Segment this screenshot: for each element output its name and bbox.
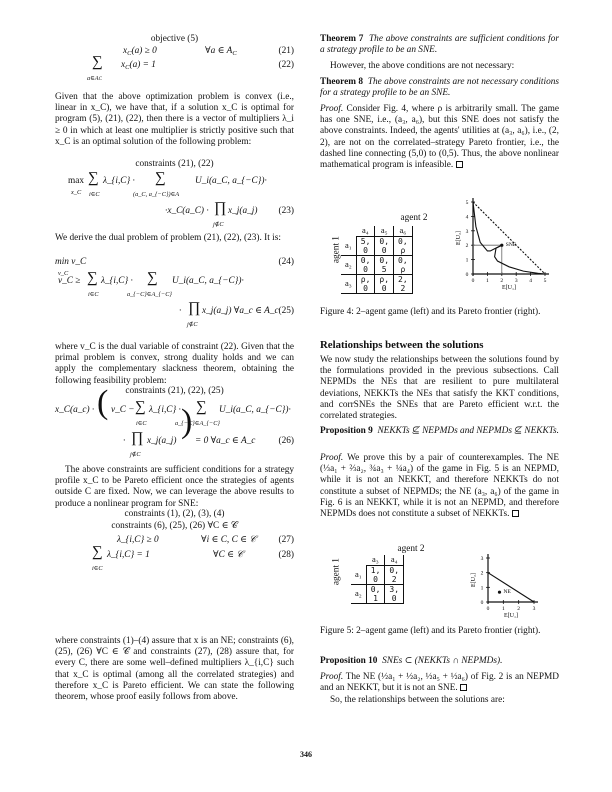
x-tick-label: 0 bbox=[471, 278, 475, 284]
payoff-cell: 0, 0 bbox=[356, 255, 375, 274]
row-action: a₁ bbox=[341, 236, 356, 255]
eq28-condition: ∀C ∈ 𝒞 bbox=[213, 550, 244, 560]
figure-5-pareto-chart bbox=[470, 552, 560, 622]
sum-symbol: ∑ bbox=[92, 544, 103, 560]
row-action: a₂ bbox=[351, 584, 366, 603]
objective-line: objective (5) bbox=[150, 34, 199, 44]
x-tick-label: 1 bbox=[486, 278, 489, 284]
product-symbol: ∏ bbox=[188, 300, 201, 316]
proof-proposition-9 bbox=[320, 453, 559, 520]
sum-symbol: ∑ bbox=[147, 270, 158, 286]
eq28-number: (28) bbox=[278, 550, 294, 560]
payoff-cell: ρ, 0 bbox=[356, 274, 375, 293]
proposition-9 bbox=[320, 426, 559, 437]
eq23-body: ·x_C(a_C) · bbox=[165, 206, 209, 216]
closing-line: So, the relationships between the solutions are: bbox=[330, 695, 505, 705]
eq25-lambda: λ_{i,C} · bbox=[101, 276, 133, 286]
col-action: a₅ bbox=[375, 226, 394, 236]
y-tick-label: 0 bbox=[465, 272, 469, 278]
payoff-cell: 0, ρ bbox=[394, 255, 413, 274]
eq23-max-under: x_C bbox=[71, 189, 82, 196]
eq26-lhs: x_C(a_c) · bbox=[55, 405, 95, 415]
x-tick-label: 0 bbox=[486, 606, 490, 612]
figure-4-caption: Figure 4: 2–agent game (left) and its Pareto frontier (right). bbox=[320, 307, 541, 317]
eq26-inner: v_C − bbox=[111, 405, 135, 415]
eq26-sum2-under: a_{−C}∈A_{−C} bbox=[175, 420, 220, 427]
proposition-9-label: Proposition 9 bbox=[320, 426, 373, 436]
payoff-cell: ρ, 0 bbox=[375, 274, 394, 293]
eq23-utility: U_i(a_C, a_{−C})· bbox=[195, 176, 267, 186]
proposition-10 bbox=[320, 656, 559, 667]
sum-symbol: ∑ bbox=[155, 170, 166, 186]
row-action: a₁ bbox=[351, 565, 366, 584]
col-action: a₃ bbox=[366, 555, 385, 565]
x-tick-label: 3 bbox=[514, 278, 518, 284]
payoff-cell: 0, 2 bbox=[385, 565, 404, 584]
y-tick-label: 0 bbox=[480, 600, 484, 606]
y-tick-label: 3 bbox=[465, 228, 469, 235]
eq22-sum-under-text: a∈A bbox=[87, 75, 99, 82]
point-annotation: NE bbox=[503, 589, 511, 596]
y-axis-label: E[U₂] bbox=[471, 572, 477, 588]
eq21-lhs: x bbox=[123, 46, 128, 56]
eq24-min-under: v_C bbox=[58, 270, 69, 277]
x-tick-label: 3 bbox=[532, 606, 536, 612]
x-tick-label: 4 bbox=[529, 278, 532, 284]
equation-27 bbox=[55, 535, 294, 549]
eq22-sum-under bbox=[87, 73, 102, 85]
col-action: a₄ bbox=[385, 555, 404, 565]
y-tick-label: 2 bbox=[465, 243, 469, 250]
point-marker bbox=[500, 244, 503, 247]
proof-label: Proof. bbox=[320, 453, 344, 463]
however-line: However, the above conditions are not necessary: bbox=[330, 61, 515, 71]
eq26-body: · bbox=[123, 436, 126, 446]
eq25-number: (25) bbox=[278, 306, 294, 316]
eq23-prod-under: j∉C bbox=[213, 221, 224, 228]
series-line bbox=[473, 202, 545, 274]
figure-4-pareto-chart bbox=[455, 190, 559, 300]
eq23-max: max bbox=[68, 176, 85, 186]
left-paren: ( bbox=[97, 384, 109, 421]
proof-8-text: Consider Fig. 4, where ρ is arbitrarily small. The game has one SNE, i.e., (a₃, a₆), but this SNE does not satisfy the above constraints. Indeed, the agents' utilities at (a₃, a₆), i.e., (2, 2), are not on the correlated–strategy Pareto frontier, i.e., the dashed line connecting (5,0) to (0,5). Thus, the above nonlinear mathematical program is infeasible. bbox=[320, 104, 559, 171]
sum-symbol: ∑ bbox=[92, 54, 103, 70]
sum-symbol: ∑ bbox=[196, 399, 207, 415]
eq25-sum1-under: i∈C bbox=[88, 291, 99, 298]
proof-label: Proof. bbox=[320, 104, 344, 114]
eq22-number: (22) bbox=[278, 60, 294, 70]
sum-symbol: ∑ bbox=[88, 170, 99, 186]
y-tick-label: 2 bbox=[480, 570, 484, 577]
proof-10-text: The NE (½a₁ + ½a₂, ½a₅ + ½a₆) of Fig. 2 is an NEPMD and an NEKKT, but it is not an SNE. bbox=[320, 672, 559, 694]
point-annotation: SNE bbox=[505, 242, 517, 249]
eq27-lhs: λ_{i,C} ≥ 0 bbox=[117, 535, 159, 545]
product-symbol: ∏ bbox=[131, 430, 144, 446]
payoff-cell: 0, 0 bbox=[375, 236, 394, 255]
proof-proposition-10 bbox=[320, 672, 559, 694]
y-tick-label: 1 bbox=[480, 585, 484, 592]
eq27-condition: ∀i ∈ C, C ∈ 𝒞 bbox=[201, 535, 257, 545]
eq26-utility: U_i(a_C, a_{−C})· bbox=[219, 405, 291, 415]
fig4-row-player-label: agent 1 bbox=[331, 236, 342, 264]
eq21-cond-sub: C bbox=[232, 50, 237, 57]
theorem-8 bbox=[320, 77, 559, 99]
payoff-cell: 1, 0 bbox=[366, 565, 385, 584]
y-axis-label: E[U₂] bbox=[456, 230, 462, 246]
eq22-body-sub: C bbox=[125, 64, 130, 71]
theorem-7-label: Theorem 7 bbox=[320, 34, 364, 44]
proposition-10-text: SNEs ⊂ (NEKKTs ∩ NEPMDs). bbox=[382, 656, 503, 666]
paragraph-sufficient-conditions: The above constraints are sufficient conditions for a strategy profile x_C to be Pareto efficient once the strategies of agents outside C are fixed. Now, we can leverage the above results to produce a nonlinear program for SNE: bbox=[55, 465, 294, 509]
page-number: 346 bbox=[300, 750, 312, 759]
constraints-1-4: constraints (1), (2), (3), (4) bbox=[124, 509, 225, 519]
y-tick-label: 4 bbox=[465, 214, 469, 221]
qed-symbol bbox=[512, 510, 519, 517]
equation-25-line2 bbox=[55, 300, 294, 332]
payoff-cell: 3, 0 bbox=[385, 584, 404, 603]
eq21-number: (21) bbox=[278, 46, 294, 56]
theorem-8-text: The above constraints are not necessary conditions for a strategy profile to be an SNE. bbox=[320, 77, 559, 99]
payoff-cell: 0, 1 bbox=[366, 584, 385, 603]
eq24-number: (24) bbox=[278, 257, 294, 267]
proposition-10-label: Proposition 10 bbox=[320, 656, 378, 666]
paragraph-relationships: We now study the relationships between the solutions found by the formulations provided in the previous subsections. Call NEPMDs the NEs that are resilient to pure multilateral deviations, NEKKTs the NEs that satisfy the KKT conditions, and corrSNEs the SNEs that are Pareto efficient w.r.t. the correlated strategies. bbox=[320, 355, 559, 422]
proof-label: Proof. bbox=[320, 672, 344, 682]
proof-9-text: We prove this by a pair of counterexamples. The NE (⅓a₁ + ⅔a₂, ¾a₃ + ¼a₄) of the game in Fig. 5 is an NEPMD, while it is not an NEKKT, and therefore NEKKTs do not constitute a subset of NEPMDs; the NE (a₃, a₆) of the game in Fig. 6 is an NEKKT, while it is not an NEPMD, and therefore NEPMDs does not constitute a subset of NEKKTs. bbox=[320, 453, 559, 520]
col-action: a₄ bbox=[356, 226, 375, 236]
equation-22 bbox=[55, 54, 294, 84]
fig4-col-player-label: agent 2 bbox=[400, 213, 428, 223]
eq23-lambda: λ_{i,C} · bbox=[103, 176, 135, 186]
eq26-prod-under: j∉C bbox=[130, 451, 141, 458]
paragraph-nonlinear-program-explanation: where constraints (1)–(4) assure that x is an NE; constraints (6), (25), (26) ∀C ∈ 𝒞 and constraints (27), (28) assure that, for every C, there are some well–defined multipliers λ_{i,C} such that x_C is optimal (among all the correlated strategies) and therefore x_C is Pareto efficient. We can state the following theorem, whose proof easily follows from above. bbox=[55, 636, 294, 703]
theorem-7 bbox=[320, 34, 559, 56]
paragraph-dual: We derive the dual problem of problem (21), (22), (23). It is: bbox=[55, 233, 281, 243]
series-line bbox=[488, 573, 534, 602]
eq27-number: (27) bbox=[278, 535, 294, 545]
series-line bbox=[473, 202, 502, 251]
eq26-number: (26) bbox=[278, 436, 294, 446]
x-tick-label: 2 bbox=[517, 606, 521, 612]
x-tick-label: 1 bbox=[501, 606, 505, 612]
eq24-min: min v_C bbox=[55, 257, 87, 267]
eq26-lambda: λ_{i,C} · bbox=[149, 405, 181, 415]
eq22-body: x bbox=[121, 60, 126, 70]
eq21-lhs-tail: (a) ≥ 0 bbox=[131, 46, 157, 56]
paragraph-convexity: Given that the above optimization problem is convex (i.e., linear in x_C), we have that, if a solution x_C is optimal for program (5), (21), (22), then there is a vector of multipliers λ_i ≥ 0 in which at least one multiplier is strictly positive such that x_C is an optimal solution of the following problem: bbox=[55, 92, 294, 147]
proposition-9-text: NEKKTs ⊈ NEPMDs and NEPMDs ⊈ NEKKTs. bbox=[377, 426, 559, 436]
x-axis-label: E[U₁] bbox=[501, 285, 517, 291]
x-tick-label: 2 bbox=[500, 278, 504, 284]
product-symbol: ∏ bbox=[214, 200, 227, 216]
x-axis-label: E[U₁] bbox=[503, 613, 519, 619]
x-tick-label: 5 bbox=[543, 278, 547, 284]
proof-theorem-8 bbox=[320, 104, 559, 171]
eq25-body: · bbox=[179, 306, 182, 316]
row-action: a₂ bbox=[341, 255, 356, 274]
point-marker bbox=[498, 591, 501, 594]
right-paren: ) bbox=[181, 403, 193, 440]
theorem-8-label: Theorem 8 bbox=[320, 77, 364, 87]
eq23-tail: x_j(a_j) bbox=[228, 206, 258, 216]
eq22-sum-under-sub: C bbox=[98, 77, 102, 82]
fig5-col-player-label: agent 2 bbox=[397, 544, 425, 554]
row-action: a₃ bbox=[341, 274, 356, 293]
qed-symbol bbox=[460, 684, 467, 691]
payoff-cell: 2, 2 bbox=[394, 274, 413, 293]
equation-28 bbox=[55, 544, 294, 574]
eq23-sum1-under: i∈C bbox=[89, 191, 100, 198]
constraints-6-25-26: constraints (6), (25), (26) ∀C ∈ 𝒞 bbox=[111, 521, 238, 531]
eq23-number: (23) bbox=[278, 206, 294, 216]
eq25-tail: x_j(a_j) ∀a_c ∈ A_c bbox=[202, 306, 279, 316]
payoff-cell: 5, 0 bbox=[356, 236, 375, 255]
equation-23-line1 bbox=[55, 170, 294, 202]
eq21-lhs-sub: C bbox=[127, 50, 132, 57]
eq28-sum-under: i∈C bbox=[92, 565, 103, 572]
eq25-prod-under: j∉C bbox=[187, 321, 198, 328]
equation-23-line2 bbox=[55, 200, 294, 232]
fig4-payoff-table bbox=[341, 226, 413, 294]
eq26-rhs: = 0 ∀a_c ∈ A_c bbox=[195, 436, 256, 446]
sum-symbol: ∑ bbox=[135, 399, 146, 415]
figure-5-caption: Figure 5: 2–agent game (left) and its Pareto frontier (right). bbox=[320, 626, 541, 636]
y-tick-label: 1 bbox=[465, 257, 469, 264]
payoff-cell: 0, 5 bbox=[375, 255, 394, 274]
section-heading bbox=[320, 340, 483, 352]
eq28-lhs: λ_{i,C} = 1 bbox=[107, 550, 150, 560]
eq21-condition: ∀a ∈ A bbox=[205, 46, 233, 56]
section-title: Relationships between the solutions bbox=[320, 339, 484, 351]
eq25-utility: U_i(a_C, a_{−C})· bbox=[172, 276, 244, 286]
fig5-row-player-label: agent 1 bbox=[331, 558, 342, 586]
y-tick-label: 5 bbox=[465, 200, 469, 206]
equation-21 bbox=[55, 46, 294, 60]
y-tick-label: 3 bbox=[480, 556, 484, 562]
constraints-21-22: constraints (21), (22) bbox=[135, 159, 214, 169]
eq25-lhs: v_C ≥ bbox=[58, 276, 81, 286]
qed-symbol bbox=[456, 161, 463, 168]
sum-symbol: ∑ bbox=[87, 270, 98, 286]
eq26-tail: x_j(a_j) bbox=[147, 436, 177, 446]
eq23-sum2-under: (a_C, a_{−C})∈A bbox=[133, 191, 180, 198]
eq22-tail: (a) = 1 bbox=[129, 60, 156, 70]
fig5-payoff-table bbox=[351, 555, 404, 604]
table-corner bbox=[341, 226, 356, 236]
paragraph-complementary-slackness: where v_C is the dual variable of constraint (22). Given that the primal problem is convex, strong duality holds and we can apply the complementary slackness theorem, obtaining the following feasibility problem: bbox=[55, 342, 294, 386]
payoff-cell: 0, ρ bbox=[394, 236, 413, 255]
table-corner bbox=[351, 555, 366, 565]
constraints-21-22-25: constraints (21), (22), (25) bbox=[125, 386, 224, 396]
equation-25-line1 bbox=[55, 270, 294, 302]
col-action: a₆ bbox=[394, 226, 413, 236]
eq25-sum2-under: a_{−C}∈A_{−C} bbox=[127, 291, 172, 298]
theorem-7-text: The above constraints are sufficient conditions for a strategy profile to be an SNE. bbox=[320, 34, 559, 56]
eq26-sum1-under: i∈C bbox=[136, 420, 147, 427]
